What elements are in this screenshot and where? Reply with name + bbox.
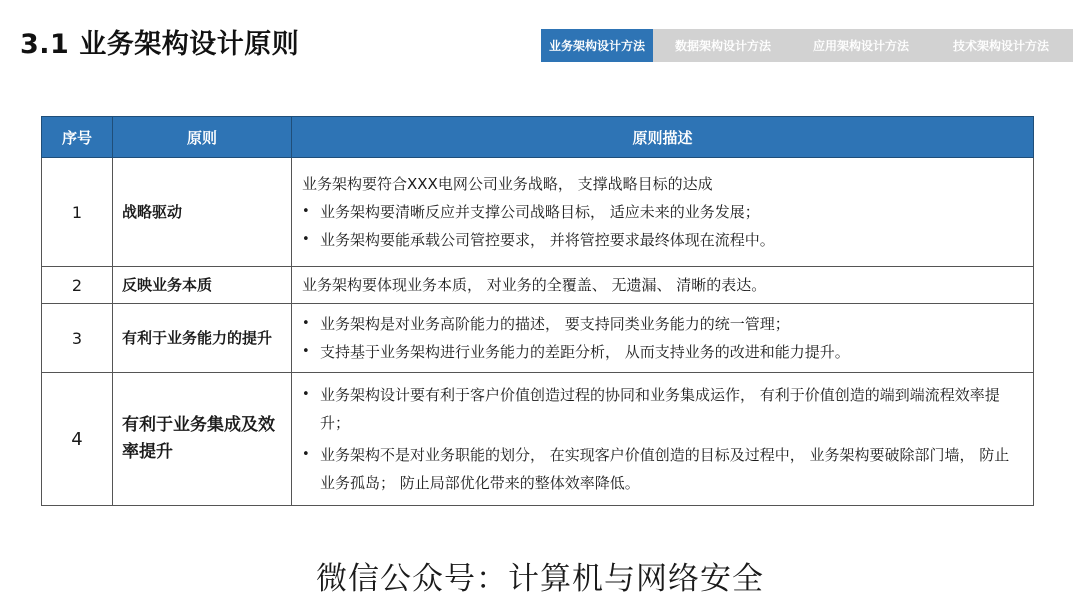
tab-technology-architecture[interactable]: 技术架构设计方法 bbox=[952, 39, 1049, 53]
description-bullet: • 支持基于业务架构进行业务能力的差距分析， 从而支持业务的改进和能力提升。 bbox=[302, 338, 1023, 366]
principle-name: 战略驱动 bbox=[113, 158, 292, 267]
description-bullet: • 业务架构要能承载公司管控要求， 并将管控要求最终体现在流程中。 bbox=[302, 226, 1023, 254]
principle-name: 反映业务本质 bbox=[113, 267, 292, 304]
bullet-dot-icon: • bbox=[302, 387, 310, 402]
row-index: 2 bbox=[42, 267, 113, 304]
page-title: 3.1 业务架构设计原则 bbox=[20, 29, 300, 60]
table-header-row bbox=[42, 117, 1034, 158]
tab-application-architecture[interactable]: 应用架构设计方法 bbox=[812, 39, 909, 53]
principle-description bbox=[292, 267, 1034, 304]
principle-description bbox=[292, 304, 1034, 373]
tab-business-architecture[interactable]: 业务架构设计方法 bbox=[541, 29, 653, 62]
principle-description bbox=[292, 373, 1034, 506]
description-bullet: • 业务架构不是对业务职能的划分， 在实现客户价值创造的目标及过程中， 业务架构要破除部门墙， 防止业务孤岛； 防止局部优化带来的整体效率降低。 bbox=[302, 441, 1023, 497]
table-row bbox=[42, 304, 1034, 373]
description-bullet: • 业务架构设计要有利于客户价值创造过程的协同和业务集成运作， 有利于价值创造的端到端流程效率提升； bbox=[302, 381, 1023, 437]
bullet-dot-icon: • bbox=[302, 204, 310, 219]
principle-description bbox=[292, 158, 1034, 267]
table-row bbox=[42, 267, 1034, 304]
principles-table bbox=[41, 116, 1034, 506]
principle-name: 有利于业务集成及效率提升 bbox=[113, 373, 292, 506]
table-row bbox=[42, 373, 1034, 506]
principle-name: 有利于业务能力的提升 bbox=[113, 304, 292, 373]
description-bullet: • 业务架构是对业务高阶能力的描述， 要支持同类业务能力的统一管理； bbox=[302, 310, 1023, 338]
section-tabs bbox=[541, 29, 1073, 62]
description-intro: 业务架构要符合XXX电网公司业务战略， 支撑战略目标的达成 bbox=[302, 175, 713, 193]
header-principle: 原则 bbox=[113, 117, 292, 158]
tab-data-architecture[interactable]: 数据架构设计方法 bbox=[674, 39, 771, 53]
bullet-dot-icon: • bbox=[302, 344, 310, 359]
header-index: 序号 bbox=[42, 117, 113, 158]
footer-watermark-text: 微信公众号：计算机与网络安全 bbox=[316, 561, 764, 597]
header-description: 原则描述 bbox=[292, 117, 1034, 158]
description-intro: 业务架构要体现业务本质， 对业务的全覆盖、 无遗漏、 清晰的表达。 bbox=[302, 276, 767, 294]
bullet-dot-icon: • bbox=[302, 232, 310, 247]
row-index: 1 bbox=[42, 158, 113, 267]
row-index: 4 bbox=[42, 373, 113, 506]
bullet-dot-icon: • bbox=[302, 316, 310, 331]
description-bullet: • 业务架构要清晰反应并支撑公司战略目标， 适应未来的业务发展； bbox=[302, 198, 1023, 226]
row-index: 3 bbox=[42, 304, 113, 373]
bullet-dot-icon: • bbox=[302, 447, 310, 462]
table-row bbox=[42, 158, 1034, 267]
